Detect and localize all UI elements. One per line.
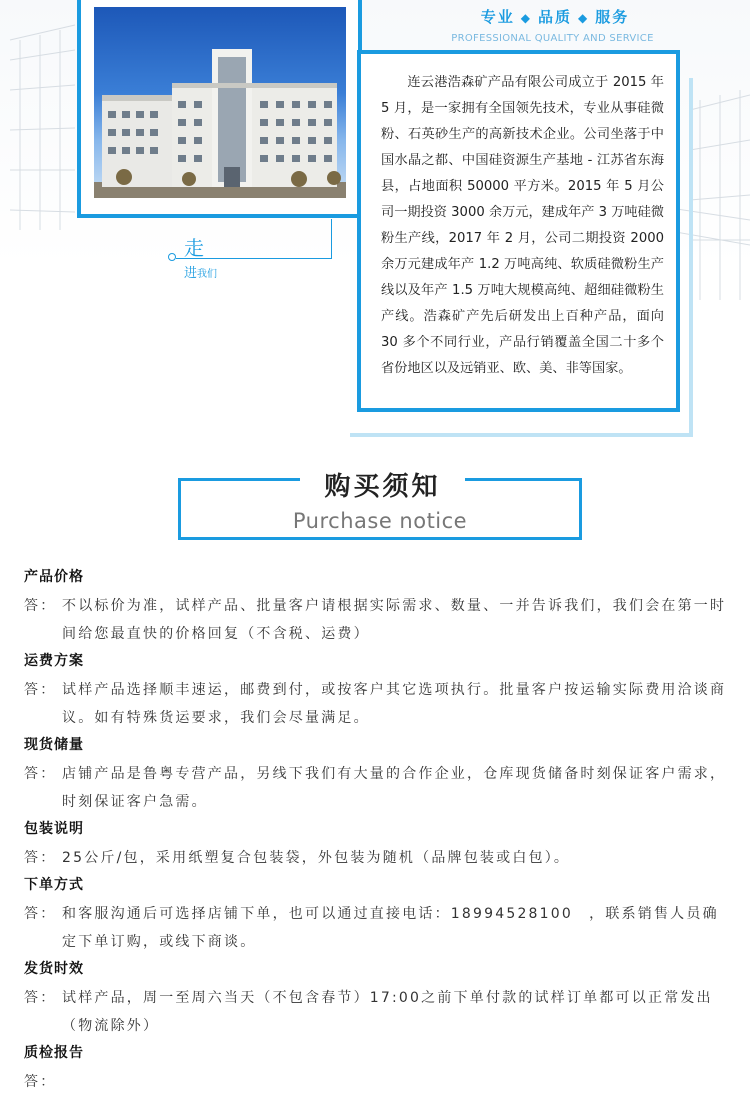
faq-item [24,566,730,648]
company-description-box [357,50,680,412]
circle-dot-icon [168,253,176,261]
answer-label: 答： [24,598,57,614]
answer-text: 不以标价为准，试样产品、批量客户请根据实际需求、数量、一并告诉我们，我们会在第一时间给您最直快的价格回复（不含税、运费） [62,598,727,642]
company-building-photo [94,7,346,198]
faq-question: 现货储量 [24,737,84,753]
faq-answer [24,592,730,648]
slogan-separator-icon: ◆ [520,11,532,25]
faq-answer [24,844,730,872]
slogan-word-1: 专业 [480,8,515,26]
faq-item [24,650,730,732]
walk-in-label-big: 走 [184,236,204,260]
company-description: 连云港浩森矿产品有限公司成立于 2015 年 5 月，是一家拥有全国领先技术，专业从事硅微粉、石英砂生产的高新技术企业。公司坐落于中国水晶之都、中国硅资源生产基地 - 江苏省东海县，占地面积 50000 平方米。2015 年 5 月公司一期投资 3000 余万元，建成年产 3 万吨硅微粉生产线，2017 年 2 月，公司二期投资 2000 余万元建成年产 1.2 万吨高纯、软质硅微粉生产线以及年产 1.5 万吨大规模高纯、超细硅微粉生产线。浩森矿产先后研发出上百种产品，面向 30 多个不同行业，产品行销覆盖全国二十多个省份地区以及远销亚、欧、美、非等国家。 [381,75,664,376]
answer-label: 答： [24,990,57,1006]
walk-in-label-us: 我们 [197,269,218,280]
slogan-word-2: 品质 [537,8,572,26]
answer-text: 店铺产品是鲁粤专营产品，另线下我们有大量的合作企业，仓库现货储备时刻保证客户需求，时刻保证客户急需。 [62,766,727,810]
faq-question: 产品价格 [24,569,84,585]
faq-item [24,734,730,816]
answer-label: 答： [24,1074,57,1090]
answer-label: 答： [24,766,57,782]
answer-label: 答： [24,906,57,922]
faq-item [24,1042,730,1096]
faq-answer [24,1068,730,1096]
answer-text: 和客服沟通后可选择店铺下单，也可以通过直接电话：18994528100 ，联系销售人员确定下单订购，或线下商谈。 [62,906,719,950]
faq-answer [24,760,730,816]
answer-text: 试样产品，周一至周六当天（不包含春节）17:00之前下单付款的试样订单都可以正常发出（物流除外） [62,990,713,1034]
faq-question: 发货时效 [24,961,84,977]
walk-in-label-small [184,262,217,281]
faq-answer [24,984,730,1040]
company-photo-frame [77,0,362,218]
slogan-english: PROFESSIONAL QUALITY AND SERVICE [451,33,654,44]
slogan-separator-icon: ◆ [578,11,590,25]
purchase-notice-subtitle: Purchase notice [292,509,468,533]
faq-question: 质检报告 [24,1045,84,1061]
faq-item [24,874,730,956]
answer-text: 试样产品选择顺丰速运，邮费到付，或按客户其它选项执行。批量客户按运输实际费用洽谈商议。如有特殊货运要求，我们会尽量满足。 [62,682,727,726]
faq-question: 下单方式 [24,877,84,893]
answer-label: 答： [24,850,57,866]
slogan-word-3: 服务 [595,8,630,26]
walk-in-label-char: 进 [184,266,198,281]
faq-question: 运费方案 [24,653,84,669]
faq-answer [24,676,730,732]
faq-answer [24,900,730,956]
purchase-notice-title: 购买须知 [324,472,441,502]
faq-item [24,818,730,872]
answer-label: 答： [24,682,57,698]
faq-item [24,958,730,1040]
faq-question: 包装说明 [24,821,84,837]
answer-text: 25公斤/包，采用纸塑复合包装袋，外包装为随机（品牌包装或白包）。 [62,850,571,866]
company-intro-section [0,0,750,445]
slogan [460,6,650,27]
connector-line [331,219,332,259]
faq-list [24,566,730,1098]
